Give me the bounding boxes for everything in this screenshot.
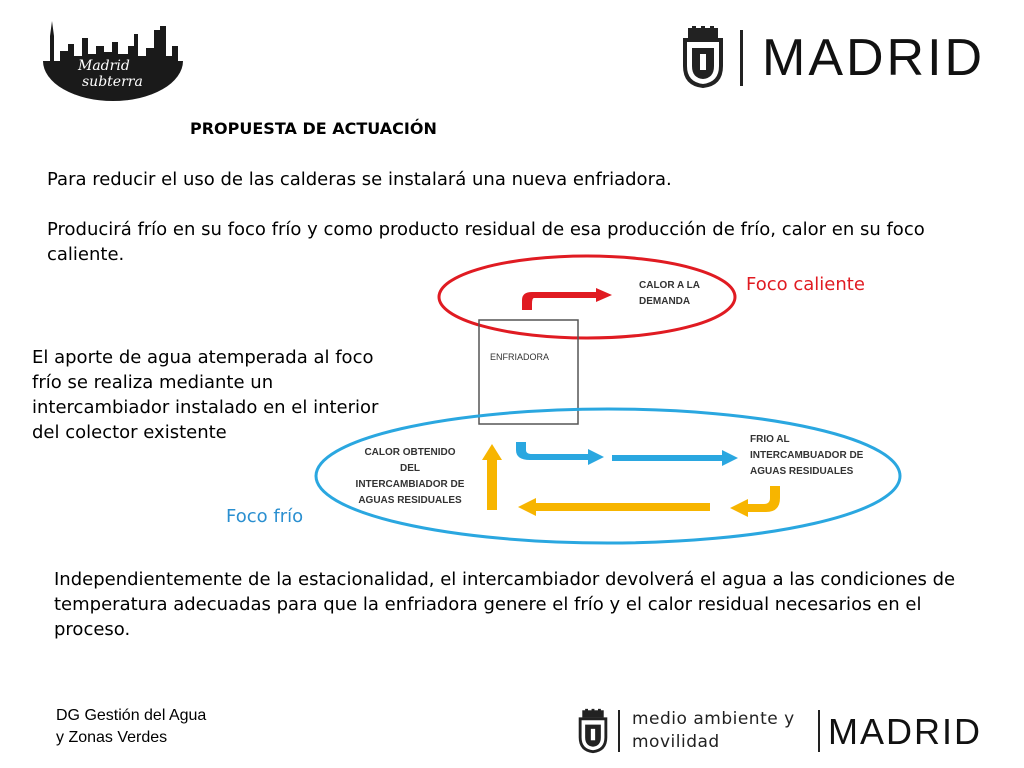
warm-arrow-up-icon (482, 444, 502, 510)
label-frio-2: INTERCAMBUADOR DE (750, 450, 864, 461)
page-title: PROPUESTA DE ACTUACIÓN (190, 119, 437, 138)
warm-arrow-curved-icon (730, 486, 780, 517)
label-foco-caliente: Foco caliente (746, 274, 865, 295)
label-frio-1: FRIO AL (750, 434, 790, 445)
label-calor-demanda-1: CALOR A LA (639, 280, 700, 291)
footer-dept-line2: movilidad (632, 732, 720, 752)
hot-arrow-icon (522, 288, 612, 310)
label-calor-obtenido-2: DEL (400, 463, 420, 474)
warm-arrow-left-icon (518, 498, 710, 516)
hot-focus-ellipse (439, 256, 735, 338)
logo-divider (740, 30, 743, 86)
footer-divider-1 (618, 710, 620, 752)
label-calor-obtenido-3: INTERCAMBIADOR DE (355, 479, 465, 490)
madrid-city-logo-top (682, 26, 1002, 90)
cold-arrow-curved-icon (516, 442, 604, 465)
label-calor-obtenido-4: AGUAS RESIDUALES (358, 495, 462, 506)
footer-dg-line2: y Zonas Verdes (56, 729, 168, 746)
side-note: El aporte de agua atemperada al foco frío se realiza mediante un intercambiador instalado en el interior del colector existente (32, 347, 379, 443)
label-frio-3: AGUAS RESIDUALES (750, 466, 854, 477)
logo-text-madrid: Madrid (78, 58, 130, 74)
label-enfriadora: ENFRIADORA (490, 352, 550, 362)
paragraph-3: Independientemente de la estacionalidad, el intercambiador devolverá el agua a las condiciones de temperatura adecuadas para que la enfriadora genere el frío y el calor residual necesarios en el proceso. (54, 569, 956, 640)
logo-text-subterra: subterra (82, 74, 143, 90)
madrid-coat-of-arms-small-icon (578, 708, 608, 754)
madrid-subterra-logo (38, 16, 188, 106)
cold-focus-ellipse (316, 409, 900, 543)
label-calor-demanda-2: DEMANDA (639, 296, 691, 307)
paragraph-2: Producirá frío en su foco frío y como producto residual de esa producción de frío, calor en su foco caliente. (47, 219, 925, 265)
madrid-wordmark-top: MADRID (762, 29, 986, 87)
label-calor-obtenido-1: CALOR OBTENIDO (364, 447, 456, 458)
footer-dept-line1: medio ambiente y (632, 709, 795, 729)
enfriadora-box (479, 320, 578, 424)
footer-divider-2 (818, 710, 820, 752)
madrid-coat-of-arms-icon (682, 26, 724, 88)
cold-arrow-straight-icon (612, 450, 738, 466)
paragraph-1: Para reducir el uso de las calderas se instalará una nueva enfriadora. (47, 169, 672, 190)
madrid-wordmark-bottom: MADRID (828, 711, 982, 752)
madrid-city-logo-bottom (578, 706, 1008, 758)
footer-dg-line1: DG Gestión del Agua (56, 707, 207, 724)
label-foco-frio: Foco frío (226, 506, 304, 527)
